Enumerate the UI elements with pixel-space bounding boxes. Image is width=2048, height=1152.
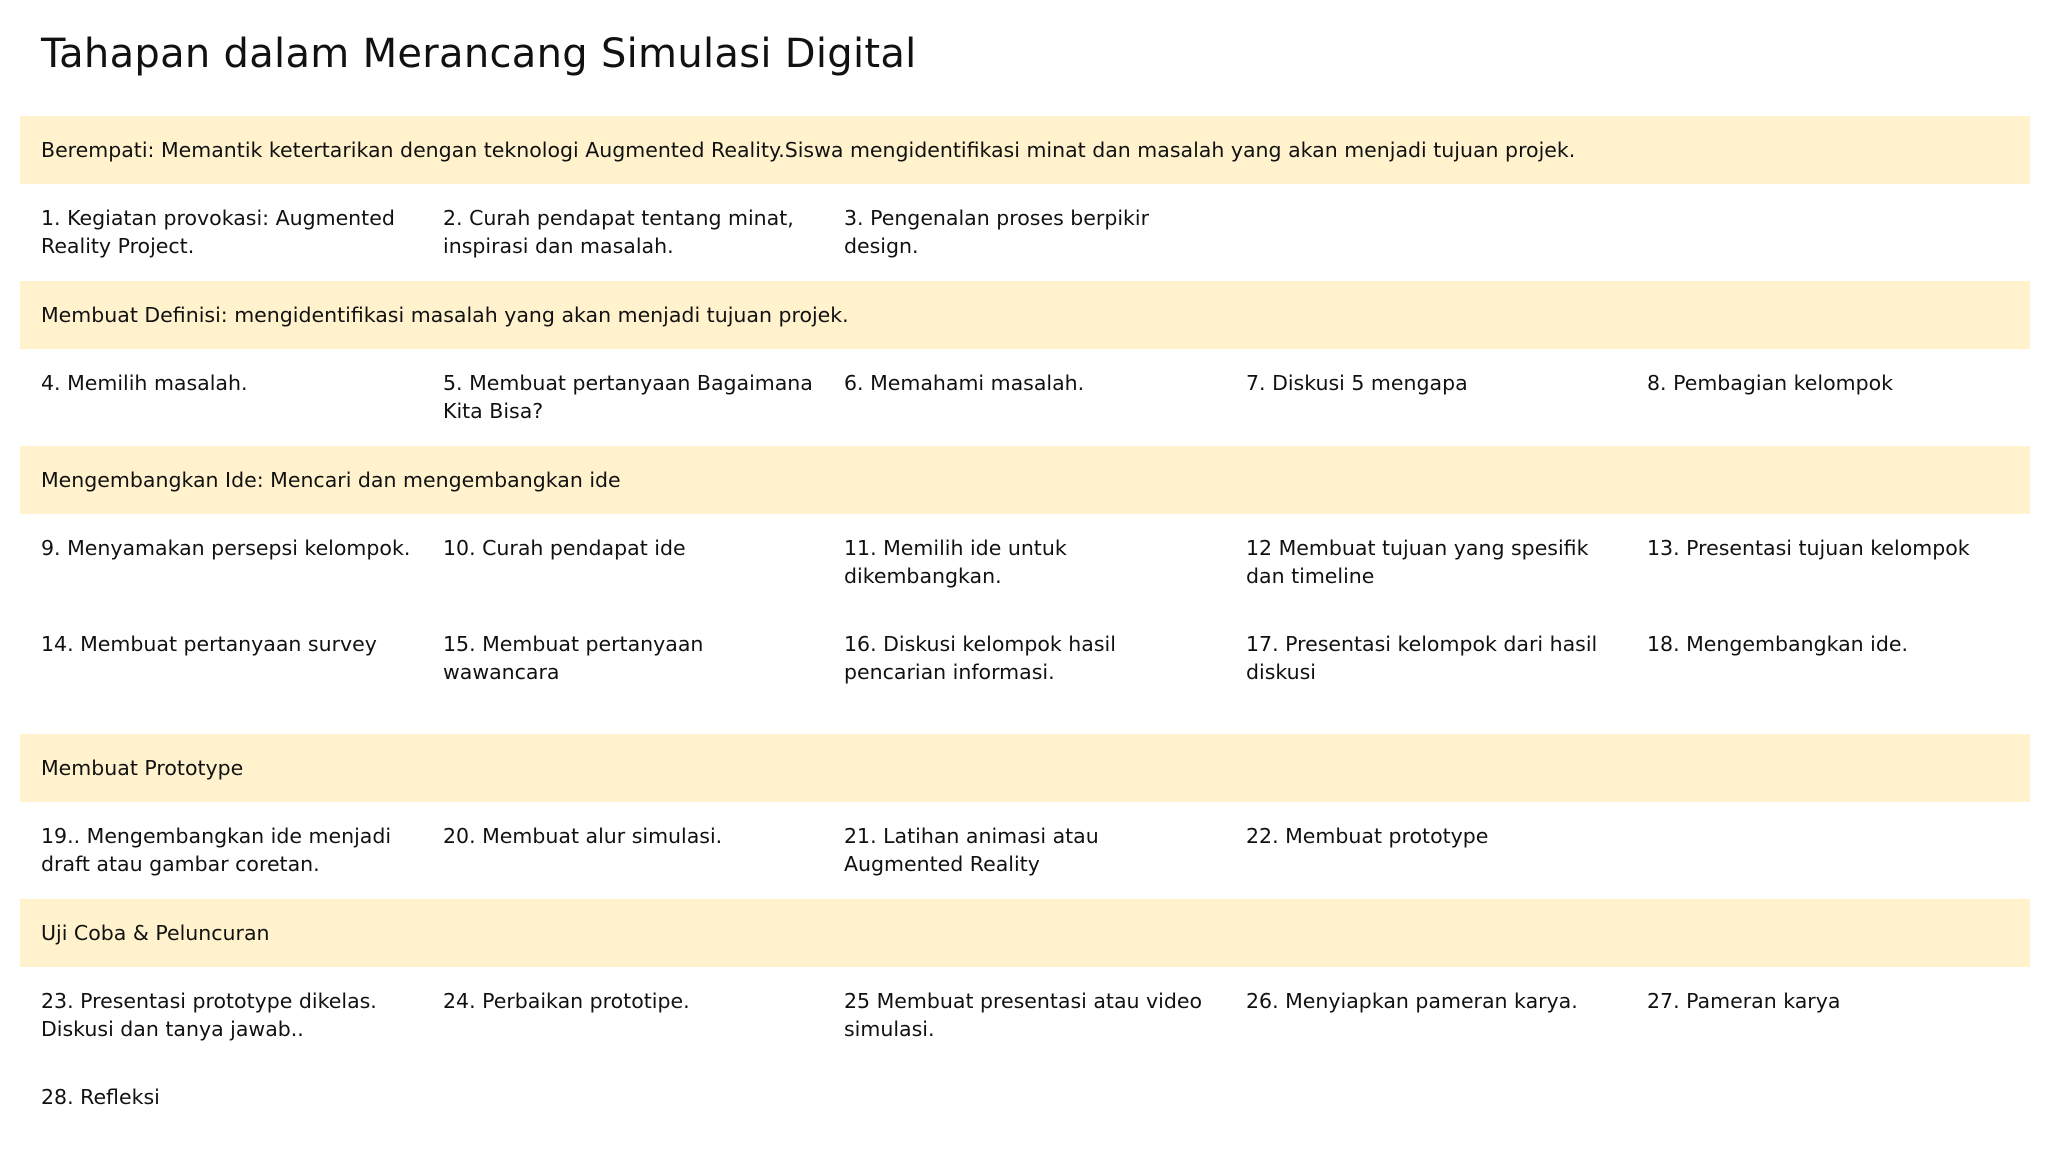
step-item-19: 19.. Mengembangkan ide menjadi draft atau gambar coretan.: [41, 824, 392, 876]
step-item-17: 17. Presentasi kelompok dari hasil diskusi: [1246, 632, 1598, 684]
section-row-membuat-definisi-1: [41, 369, 2041, 429]
step-item-27: 27. Pameran karya: [1647, 989, 1841, 1013]
step-item-22: 22. Membuat prototype: [1246, 824, 1489, 848]
section-row-uji-coba-peluncuran-2: [41, 1083, 2041, 1143]
step-item-21: 21. Latihan animasi atau Augmented Reality: [844, 824, 1099, 876]
step-item-9: 9. Menyamakan persepsi kelompok.: [41, 536, 411, 560]
step-item-6: 6. Memahami masalah.: [844, 371, 1085, 395]
step-item-24: 24. Perbaikan prototipe.: [443, 989, 690, 1013]
section-heading-mengembangkan-ide: Mengembangkan Ide: Mencari dan mengembangkan ide: [20, 446, 2030, 514]
step-item-10: 10. Curah pendapat ide: [443, 536, 686, 560]
step-item-4: 4. Memilih masalah.: [41, 371, 248, 395]
page-title: Tahapan dalam Merancang Simulasi Digital: [41, 31, 917, 77]
step-item-7: 7. Diskusi 5 mengapa: [1246, 371, 1468, 395]
step-item-14: 14. Membuat pertanyaan survey: [41, 632, 377, 656]
step-item-23: 23. Presentasi prototype dikelas. Diskusi dan tanya jawab..: [41, 989, 377, 1041]
step-item-15: 15. Membuat pertanyaan wawancara: [443, 632, 704, 684]
step-item-20: 20. Membuat alur simulasi.: [443, 824, 723, 848]
step-item-18: 18. Mengembangkan ide.: [1647, 632, 1909, 656]
section-row-berempati-1: [41, 204, 2041, 264]
section-row-uji-coba-peluncuran-1: [41, 987, 2041, 1047]
section-row-mengembangkan-ide-1: [41, 534, 2041, 594]
step-item-28: 28. Refleksi: [41, 1085, 160, 1109]
step-item-5: 5. Membuat pertanyaan Bagaimana Kita Bisa?: [443, 371, 813, 423]
step-item-1: 1. Kegiatan provokasi: Augmented Reality Project.: [41, 206, 395, 258]
step-item-8: 8. Pembagian kelompok: [1647, 371, 1894, 395]
step-item-13: 13. Presentasi tujuan kelompok: [1647, 536, 1970, 560]
step-item-12: 12 Membuat tujuan yang spesifik dan timeline: [1246, 536, 1589, 588]
section-heading-membuat-prototype: Membuat Prototype: [20, 734, 2030, 802]
section-heading-uji-coba-peluncuran: Uji Coba & Peluncuran: [20, 899, 2030, 967]
section-row-mengembangkan-ide-2: [41, 630, 2041, 690]
section-row-membuat-prototype-1: [41, 822, 2041, 882]
section-heading-berempati: Berempati: Memantik ketertarikan dengan teknologi Augmented Reality.Siswa mengidentifikasi minat dan masalah yang akan menjadi tujuan projek.: [20, 116, 2030, 184]
step-item-11: 11. Memilih ide untuk dikembangkan.: [844, 536, 1067, 588]
step-item-16: 16. Diskusi kelompok hasil pencarian informasi.: [844, 632, 1116, 684]
step-item-3: 3. Pengenalan proses berpikir design.: [844, 206, 1150, 258]
step-item-26: 26. Menyiapkan pameran karya.: [1246, 989, 1578, 1013]
step-item-2: 2. Curah pendapat tentang minat, inspirasi dan masalah.: [443, 206, 794, 258]
step-item-25: 25 Membuat presentasi atau video simulasi.: [844, 989, 1203, 1041]
section-heading-membuat-definisi: Membuat Definisi: mengidentifikasi masalah yang akan menjadi tujuan projek.: [20, 281, 2030, 349]
